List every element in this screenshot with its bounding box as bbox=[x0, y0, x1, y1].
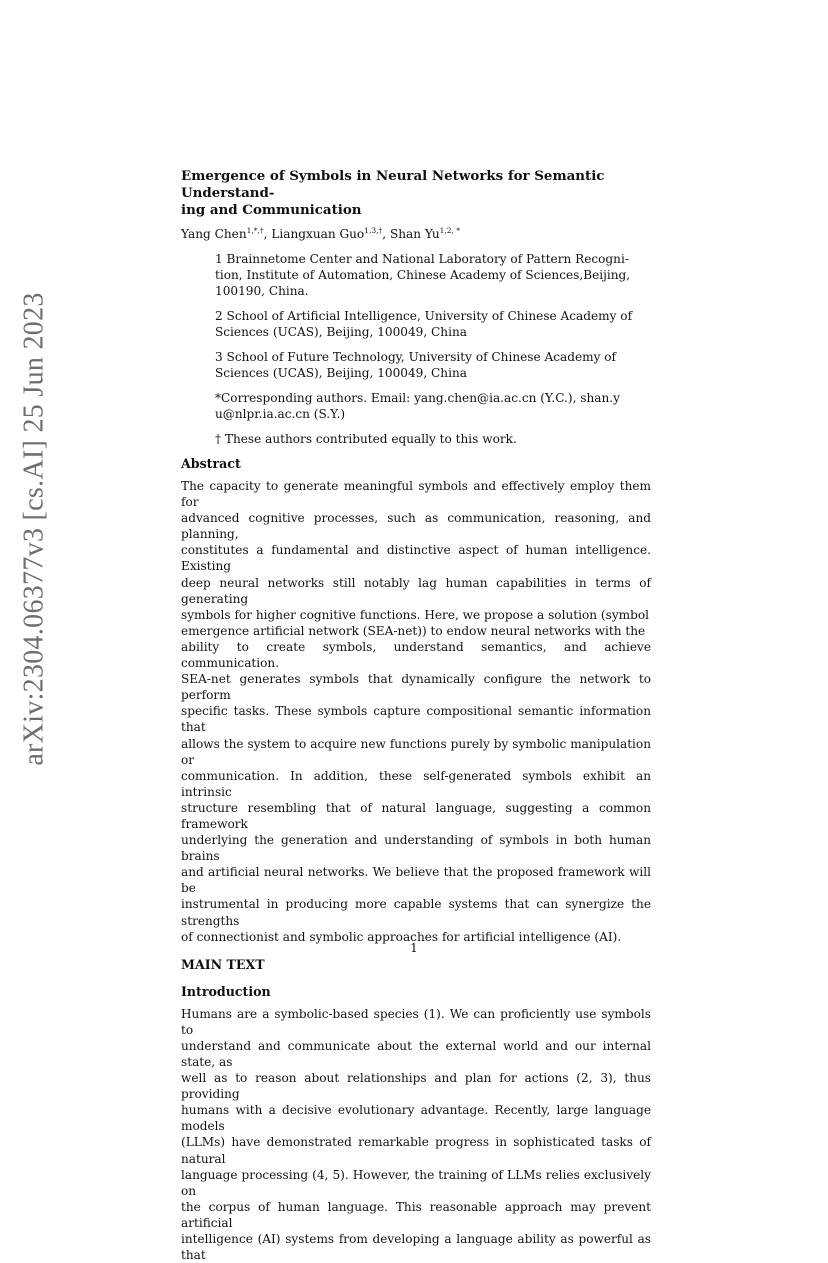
arxiv-id-text: arXiv:2304.06377v3 [cs.AI] 25 Jun 2023 bbox=[19, 292, 51, 766]
affiliation-line: Sciences (UCAS), Beijing, 100049, China bbox=[215, 325, 467, 339]
equal-contribution-note bbox=[215, 431, 651, 447]
text-line: (LLMs) have demonstrated remarkable progress in sophisticated tasks of natural bbox=[181, 1135, 651, 1166]
author-name: Yang Chen bbox=[181, 227, 247, 241]
text-line: and artificial neural networks. We believe that the proposed framework will be bbox=[181, 865, 651, 896]
title-line: ing and Communication bbox=[181, 202, 362, 218]
affiliation-line: *Corresponding authors. Email: yang.chen@ia.ac.cn (Y.C.), shan.y bbox=[215, 391, 620, 405]
paper-title bbox=[181, 168, 651, 219]
page-number: 1 bbox=[410, 941, 418, 955]
text-line: Humans are a symbolic-based species (1). We can proficiently use symbols to bbox=[181, 1006, 651, 1037]
text-line: language processing (4, 5). However, the training of LLMs relies exclusively on bbox=[181, 1167, 651, 1198]
corresponding-authors bbox=[215, 390, 651, 422]
author-name: Liangxuan Guo bbox=[271, 227, 365, 241]
abstract-heading: Abstract bbox=[181, 456, 241, 471]
text-line: the corpus of human language. This reasonable approach may prevent artificial bbox=[181, 1199, 651, 1230]
title-line: Emergence of Symbols in Neural Networks for Semantic Understand- bbox=[181, 168, 605, 201]
affiliation-line: Sciences (UCAS), Beijing, 100049, China bbox=[215, 366, 467, 380]
text-line: understand and communicate about the external world and our internal state, as bbox=[181, 1038, 651, 1069]
author-list bbox=[181, 227, 651, 241]
affiliation-line: 1 Brainnetome Center and National Laboratory of Pattern Recogni- bbox=[215, 252, 629, 266]
text-line: of connectionist and symbolic approaches for artificial intelligence (AI). bbox=[181, 929, 622, 944]
text-line: structure resembling that of natural language, suggesting a common framework bbox=[181, 800, 651, 831]
author-marks: 1,2, * bbox=[439, 226, 461, 235]
affiliation-1 bbox=[215, 251, 651, 299]
text-line: specific tasks. These symbols capture compositional semantic information that bbox=[181, 704, 651, 735]
main-text-heading: MAIN TEXT bbox=[181, 956, 265, 972]
text-line: SEA-net generates symbols that dynamically configure the network to perform bbox=[181, 672, 651, 703]
text-line: communication. In addition, these self-generated symbols exhibit an intrinsic bbox=[181, 768, 651, 799]
text-line: emergence artificial network (SEA-net)) to endow neural networks with the bbox=[181, 623, 646, 638]
text-line: humans with a decisive evolutionary advantage. Recently, large language models bbox=[181, 1103, 651, 1134]
abstract-body bbox=[181, 478, 651, 945]
affiliation-line: u@nlpr.ia.ac.cn (S.Y.) bbox=[215, 407, 346, 421]
author-marks: 1,3,† bbox=[364, 226, 383, 235]
text-line: constitutes a fundamental and distinctive aspect of human intelligence. Existing bbox=[181, 543, 651, 574]
text-line: instrumental in producing more capable systems that can synergize the strengths bbox=[181, 897, 651, 928]
text-line: underlying the generation and understanding of symbols in both human brains bbox=[181, 833, 651, 864]
affiliation-line: 100190, China. bbox=[215, 284, 309, 298]
affiliation-3 bbox=[215, 349, 651, 381]
text-line: well as to reason about relationships and plan for actions (2, 3), thus providing bbox=[181, 1071, 651, 1102]
page-content bbox=[181, 168, 651, 1263]
affiliation-line: tion, Institute of Automation, Chinese Academy of Sciences,Beijing, bbox=[215, 268, 631, 282]
text-line: deep neural networks still notably lag human capabilities in terms of generating bbox=[181, 575, 651, 606]
arxiv-side-identifier bbox=[6, 292, 64, 766]
text-line: allows the system to acquire new functions purely by symbolic manipulation or bbox=[181, 736, 651, 767]
text-line: intelligence (AI) systems from developing a language ability as powerful as that bbox=[181, 1232, 651, 1263]
affiliation-line: † These authors contributed equally to this work. bbox=[215, 432, 517, 446]
affiliation-line: 3 School of Future Technology, University of Chinese Academy of bbox=[215, 350, 617, 364]
introduction-body bbox=[181, 1006, 651, 1263]
author-separator: , bbox=[382, 227, 390, 241]
author-separator: , bbox=[263, 227, 272, 241]
introduction-heading: Introduction bbox=[181, 983, 271, 999]
affiliation-2 bbox=[215, 308, 651, 340]
text-line: advanced cognitive processes, such as communication, reasoning, and planning, bbox=[181, 511, 651, 542]
author-name: Shan Yu bbox=[389, 227, 440, 241]
text-line: ability to create symbols, understand semantics, and achieve communication. bbox=[181, 639, 651, 671]
affiliation-line: 2 School of Artificial Intelligence, University of Chinese Academy of bbox=[215, 309, 633, 323]
text-line: The capacity to generate meaningful symbols and effectively employ them for bbox=[181, 479, 651, 510]
text-line: symbols for higher cognitive functions. Here, we propose a solution (symbol bbox=[181, 607, 650, 622]
author-marks: 1,*,† bbox=[246, 226, 264, 235]
